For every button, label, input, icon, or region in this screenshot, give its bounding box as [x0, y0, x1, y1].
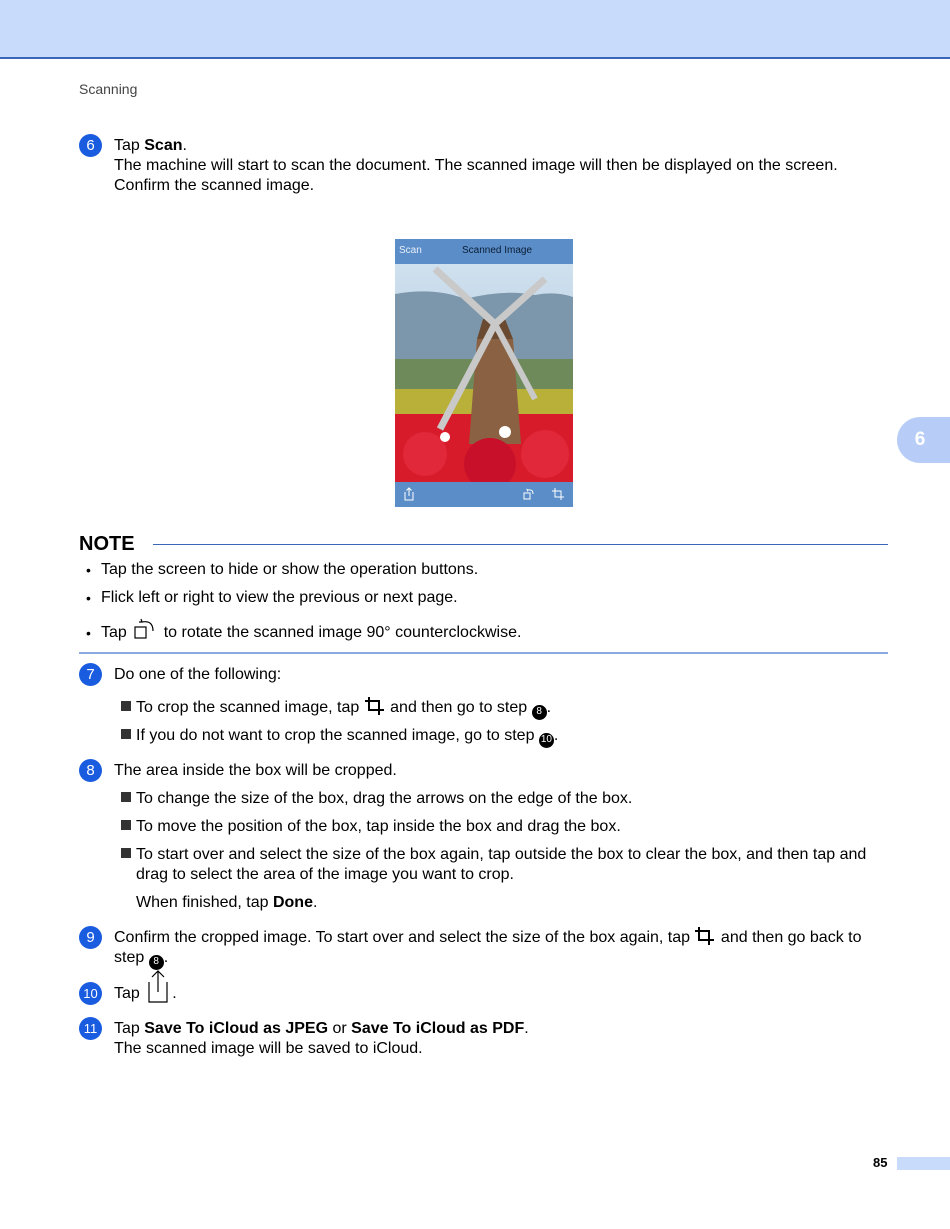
note-title: NOTE	[79, 533, 135, 555]
scanned-image-screenshot	[395, 239, 573, 507]
step-reference: 8	[149, 955, 164, 970]
list-item: To move the position of the box, tap inside the box and drag the box.	[121, 817, 891, 837]
share-icon[interactable]	[403, 487, 415, 501]
note-divider	[153, 544, 888, 545]
rotate-icon[interactable]	[523, 488, 535, 500]
list-item: If you do not want to crop the scanned image, go to step 10 .	[121, 726, 891, 746]
crop-icon[interactable]	[552, 488, 564, 500]
step-number: 10	[79, 982, 102, 1005]
crop-icon	[694, 926, 716, 946]
section-title: Scanning	[79, 81, 138, 97]
step-reference: 10	[539, 733, 554, 748]
back-button[interactable]: Scan	[399, 245, 422, 256]
crop-icon	[364, 696, 386, 716]
step-description: The machine will start to scan the document. The scanned image will then be displayed on the screen. Confirm the scanned image.	[114, 157, 838, 194]
step-number: 11	[79, 1017, 102, 1040]
list-item: To crop the scanned image, tap and then go to step 8 .	[121, 698, 891, 718]
phone-toolbar	[395, 482, 573, 507]
step-number: 9	[79, 926, 102, 949]
step-number: 7	[79, 663, 102, 686]
list-item: To change the size of the box, drag the arrows on the edge of the box.	[121, 789, 891, 809]
header-band	[0, 0, 950, 59]
phone-nav-bar	[395, 239, 573, 264]
screen-title: Scanned Image	[462, 245, 533, 256]
rotate-icon	[133, 617, 157, 641]
chapter-tab: 6	[897, 417, 950, 463]
share-icon	[144, 970, 172, 1004]
scan-label: Scan	[144, 137, 183, 154]
step-number: 8	[79, 759, 102, 782]
footer-band	[897, 1157, 950, 1170]
step-number: 6	[79, 134, 102, 157]
windmill-photo	[395, 239, 573, 507]
list-item: To start over and select the size of the box again, tap outside the box to clear the box, and then tap and drag to select the area of the image you want to crop.	[121, 845, 891, 865]
step-description: The scanned image will be saved to iCloud.	[114, 1040, 423, 1057]
note-bottom-divider	[79, 652, 888, 654]
step-reference: 8	[532, 705, 547, 720]
page-number: 85	[873, 1155, 888, 1170]
